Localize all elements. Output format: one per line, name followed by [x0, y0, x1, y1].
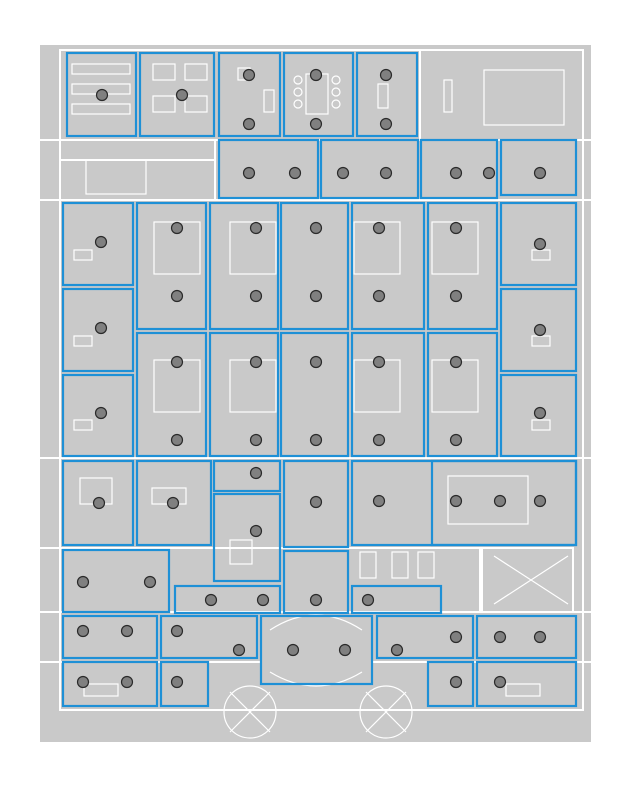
- sensor-marker[interactable]: [392, 645, 403, 656]
- sensor-marker[interactable]: [78, 626, 89, 637]
- sensor-marker[interactable]: [251, 468, 262, 479]
- sensor-marker[interactable]: [451, 223, 462, 234]
- sensor-marker[interactable]: [288, 645, 299, 656]
- sensor-marker[interactable]: [381, 168, 392, 179]
- sensor-marker[interactable]: [244, 168, 255, 179]
- sensor-marker[interactable]: [122, 677, 133, 688]
- sensor-marker[interactable]: [311, 357, 322, 368]
- sensor-marker[interactable]: [535, 325, 546, 336]
- sensor-marker[interactable]: [145, 577, 156, 588]
- sensor-marker[interactable]: [244, 119, 255, 130]
- sensor-marker[interactable]: [244, 70, 255, 81]
- sensor-marker[interactable]: [96, 237, 107, 248]
- sensor-marker[interactable]: [251, 357, 262, 368]
- sensor-marker[interactable]: [251, 526, 262, 537]
- sensor-marker[interactable]: [311, 70, 322, 81]
- sensor-marker[interactable]: [535, 239, 546, 250]
- sensor-marker[interactable]: [535, 408, 546, 419]
- sensor-marker[interactable]: [251, 223, 262, 234]
- sensor-marker[interactable]: [374, 223, 385, 234]
- sensor-marker[interactable]: [78, 577, 89, 588]
- sensor-marker[interactable]: [311, 595, 322, 606]
- sensor-marker[interactable]: [311, 435, 322, 446]
- sensor-marker[interactable]: [311, 119, 322, 130]
- sensor-marker[interactable]: [172, 223, 183, 234]
- sensor-marker[interactable]: [311, 223, 322, 234]
- sensor-marker[interactable]: [96, 323, 107, 334]
- sensor-marker[interactable]: [451, 496, 462, 507]
- sensor-marker[interactable]: [535, 168, 546, 179]
- sensor-marker[interactable]: [311, 291, 322, 302]
- sensor-marker[interactable]: [451, 168, 462, 179]
- sensor-marker[interactable]: [290, 168, 301, 179]
- sensor-marker[interactable]: [168, 498, 179, 509]
- sensor-marker[interactable]: [374, 291, 385, 302]
- sensor-marker[interactable]: [451, 435, 462, 446]
- sensor-marker[interactable]: [172, 357, 183, 368]
- sensor-marker[interactable]: [495, 496, 506, 507]
- sensor-marker[interactable]: [251, 291, 262, 302]
- sensor-marker[interactable]: [177, 90, 188, 101]
- sensor-marker[interactable]: [251, 435, 262, 446]
- sensor-marker[interactable]: [374, 435, 385, 446]
- sensor-marker[interactable]: [122, 626, 133, 637]
- floor-area: [40, 45, 591, 742]
- sensor-marker[interactable]: [374, 357, 385, 368]
- sensor-marker[interactable]: [374, 496, 385, 507]
- sensor-marker[interactable]: [172, 291, 183, 302]
- sensor-marker[interactable]: [495, 632, 506, 643]
- sensor-marker[interactable]: [311, 497, 322, 508]
- sensor-marker[interactable]: [451, 357, 462, 368]
- sensor-marker[interactable]: [172, 626, 183, 637]
- sensor-marker[interactable]: [206, 595, 217, 606]
- sensor-marker[interactable]: [78, 677, 89, 688]
- sensor-marker[interactable]: [172, 435, 183, 446]
- sensor-marker[interactable]: [535, 496, 546, 507]
- sensor-marker[interactable]: [495, 677, 506, 688]
- sensor-marker[interactable]: [338, 168, 349, 179]
- sensor-marker[interactable]: [234, 645, 245, 656]
- sensor-marker[interactable]: [96, 408, 107, 419]
- sensor-marker[interactable]: [97, 90, 108, 101]
- sensor-marker[interactable]: [451, 677, 462, 688]
- sensor-marker[interactable]: [381, 119, 392, 130]
- sensor-marker[interactable]: [258, 595, 269, 606]
- sensor-marker[interactable]: [381, 70, 392, 81]
- sensor-marker[interactable]: [94, 498, 105, 509]
- sensor-marker[interactable]: [363, 595, 374, 606]
- sensor-marker[interactable]: [484, 168, 495, 179]
- sensor-marker[interactable]: [172, 677, 183, 688]
- sensor-marker[interactable]: [535, 632, 546, 643]
- sensor-marker[interactable]: [451, 632, 462, 643]
- sensor-marker[interactable]: [340, 645, 351, 656]
- sensor-marker[interactable]: [451, 291, 462, 302]
